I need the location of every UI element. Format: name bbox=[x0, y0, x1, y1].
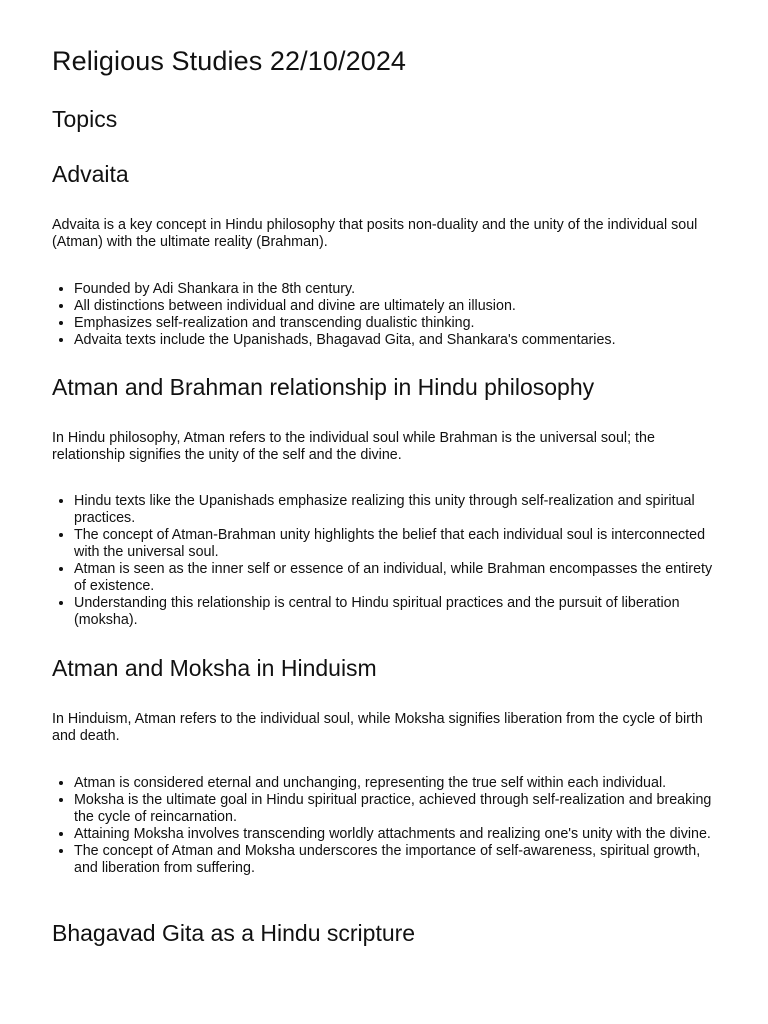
document-title: Religious Studies 22/10/2024 bbox=[52, 46, 407, 76]
bullet-list-atman-moksha bbox=[52, 775, 724, 877]
section-intro-advaita: Advaita is a key concept in Hindu philosophy that posits non-duality and the unity of the individual soul (Atman) with the ultimate reality (Brahman). bbox=[52, 217, 698, 250]
section-heading-advaita: Advaita bbox=[52, 161, 129, 187]
topics-heading: Topics bbox=[52, 106, 118, 132]
list-item: • Advaita texts include the Upanishads, Bhagavad Gita, and Shankara's commentaries. bbox=[74, 332, 724, 349]
bullet-list-advaita bbox=[52, 281, 724, 349]
section-heading-atman-brahman: Atman and Brahman relationship in Hindu philosophy bbox=[52, 374, 595, 400]
list-item: • Atman is considered eternal and unchanging, representing the true self within each individual. bbox=[74, 775, 724, 792]
list-item: • Attaining Moksha involves transcending worldly attachments and realizing one's unity with the divine. bbox=[74, 826, 724, 843]
list-item: • Understanding this relationship is central to Hindu spiritual practices and the pursuit of liberation (moksha). bbox=[74, 595, 724, 629]
list-item: • Founded by Adi Shankara in the 8th century. bbox=[74, 281, 724, 298]
bullet-list-atman-brahman bbox=[52, 493, 724, 629]
list-item: • Emphasizes self-realization and transcending dualistic thinking. bbox=[74, 315, 724, 332]
section-heading-atman-moksha: Atman and Moksha in Hinduism bbox=[52, 655, 377, 681]
list-item: • The concept of Atman-Brahman unity highlights the belief that each individual soul is interconnected with the universal soul. bbox=[74, 527, 724, 561]
section-heading-bhagavad-gita: Bhagavad Gita as a Hindu scripture bbox=[52, 920, 416, 946]
section-intro-atman-brahman: In Hindu philosophy, Atman refers to the individual soul while Brahman is the universal soul; the relationship signifies the unity of the self and the divine. bbox=[52, 430, 655, 463]
section-intro-atman-moksha: In Hinduism, Atman refers to the individual soul, while Moksha signifies liberation from the cycle of birth and death. bbox=[52, 711, 703, 744]
list-item: • Hindu texts like the Upanishads emphasize realizing this unity through self-realization and spiritual practices. bbox=[74, 493, 724, 527]
list-item: • The concept of Atman and Moksha underscores the importance of self-awareness, spiritual growth, and liberation from suffering. bbox=[74, 843, 724, 877]
list-item: • Moksha is the ultimate goal in Hindu spiritual practice, achieved through self-realization and breaking the cycle of reincarnation. bbox=[74, 792, 724, 826]
list-item: • Atman is seen as the inner self or essence of an individual, while Brahman encompasses the entirety of existence. bbox=[74, 561, 724, 595]
list-item: • All distinctions between individual and divine are ultimately an illusion. bbox=[74, 298, 724, 315]
